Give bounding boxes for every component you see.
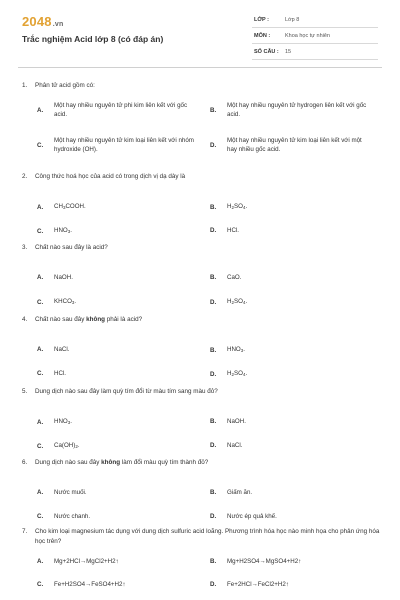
question-6 [22, 458, 382, 520]
formula-subscript: 4 [242, 205, 246, 210]
option-letter: C. [37, 442, 44, 450]
option-text: NaCl. [227, 442, 243, 449]
option-list [22, 259, 382, 305]
meta-row-subject [252, 28, 378, 44]
question-2 [22, 172, 382, 234]
option-a[interactable] [22, 273, 194, 282]
meta-value: Lớp 8 [285, 16, 300, 23]
formula-subscript: 3 [71, 300, 75, 305]
question-number: 2. [22, 173, 28, 180]
option-letter: A. [37, 346, 44, 353]
option-letter: D. [210, 141, 217, 149]
formula-subscript: 3 [240, 348, 244, 353]
question-text: Công thức hoá học của acid có trong dịch vị dạ dày là [35, 173, 186, 180]
option-letter: C. [37, 581, 44, 588]
question-7 [22, 527, 382, 599]
option-text [223, 345, 245, 355]
stem-part: làm đổi màu quỳ tím thành đỏ? [120, 459, 209, 466]
question-1 [22, 81, 382, 159]
formula-part: SO [233, 370, 243, 377]
option-d[interactable] [195, 512, 367, 521]
formula-part: H [227, 203, 232, 210]
question-stem [22, 387, 382, 397]
option-b[interactable] [195, 488, 367, 497]
option-list [22, 188, 382, 234]
option-text: CaO. [227, 274, 242, 281]
question-text [35, 316, 142, 323]
question-number: 3. [22, 244, 28, 251]
option-letter: D. [210, 442, 217, 449]
formula-part: . [74, 298, 77, 305]
option-c[interactable] [22, 369, 194, 378]
question-3 [22, 243, 382, 305]
option-letter: B. [210, 558, 217, 565]
formula-subscript: 4 [242, 300, 246, 305]
option-list [22, 403, 382, 449]
option-d[interactable] [195, 226, 367, 235]
option-a[interactable] [22, 557, 194, 566]
formula-part: H [227, 370, 232, 377]
option-text: Fe+H2SO4→FeSO4+H2↑ [54, 581, 126, 588]
option-text [50, 226, 72, 236]
question-number: 4. [22, 316, 28, 323]
option-text: NaOH. [54, 274, 73, 281]
option-c[interactable] [22, 580, 194, 589]
formula-subscript: 3 [67, 229, 71, 234]
question-text: Dung dịch nào sau đây làm quỳ tím đổi từ màu tím sang màu đỏ? [35, 388, 218, 395]
formula-subscript: 3 [62, 205, 66, 210]
option-list [22, 553, 382, 599]
option-text: HCl. [54, 370, 67, 377]
formula-subscript: 3 [67, 420, 71, 425]
option-text: NaOH. [227, 418, 246, 425]
option-letter: A. [37, 274, 44, 281]
formula-part: CH [54, 203, 63, 210]
option-letter: B. [210, 489, 217, 496]
option-letter: A. [37, 558, 44, 565]
question-stem [22, 458, 382, 468]
question-stem [22, 315, 382, 325]
option-d[interactable] [195, 136, 367, 154]
stem-part: Dung dịch nào sau đây [35, 459, 102, 466]
formula-subscript: 2 [231, 300, 234, 305]
option-text: Mg+2HCl→MgCl2+H2↑ [54, 558, 119, 565]
option-text: Một hay nhiều nguyên tử kim loại liên kết với một hay nhiều gốc acid. [227, 137, 362, 153]
formula-part: COOH. [65, 203, 86, 210]
option-letter: D. [210, 513, 217, 520]
option-letter: D. [210, 370, 217, 378]
option-text [50, 441, 80, 451]
option-b[interactable] [195, 202, 367, 212]
option-text: Nước ép quả khế. [227, 513, 277, 520]
option-letter: C. [37, 227, 44, 235]
site-logo[interactable] [22, 14, 63, 29]
stem-emphasis: không [86, 316, 106, 323]
question-number: 1. [22, 82, 28, 89]
meta-value: 15 [285, 48, 292, 55]
formula-subscript: 2 [231, 372, 234, 377]
option-letter: A. [37, 489, 44, 496]
formula-part: . [70, 418, 72, 425]
option-d[interactable] [195, 369, 367, 379]
option-text: NaCl. [54, 346, 70, 353]
option-letter: B. [210, 346, 217, 354]
question-number: 7. [22, 528, 28, 535]
formula-part: . [245, 370, 248, 377]
question-text: Chất nào sau đây là acid? [35, 244, 108, 251]
option-c[interactable] [22, 226, 194, 236]
option-c[interactable] [22, 297, 194, 307]
option-letter: D. [210, 227, 217, 234]
option-letter: A. [37, 106, 44, 114]
question-text [35, 459, 208, 466]
formula-part: . [77, 442, 80, 449]
option-b[interactable] [195, 557, 367, 566]
option-a[interactable] [22, 345, 194, 354]
option-d[interactable] [195, 441, 367, 450]
option-letter: C. [37, 298, 44, 306]
logo-suffix: .vn [52, 21, 64, 28]
option-letter: B. [210, 274, 217, 281]
logo-main: 2048 [22, 14, 52, 29]
option-a[interactable] [22, 417, 194, 427]
option-text: Giấm ăn. [227, 489, 253, 496]
formula-part: HNO [227, 346, 241, 353]
stem-emphasis: không [101, 459, 121, 466]
option-letter: C. [37, 141, 44, 149]
option-b[interactable] [195, 345, 367, 355]
option-c[interactable] [22, 441, 194, 451]
question-number: 5. [22, 388, 28, 395]
option-text: HCl. [227, 227, 240, 234]
formula-part: KHCO [54, 298, 72, 305]
option-text [50, 417, 72, 427]
formula-part: Ca(OH) [54, 442, 76, 449]
option-letter: B. [210, 418, 217, 425]
option-letter: C. [37, 513, 44, 520]
option-text [223, 297, 247, 307]
formula-part: HNO [54, 227, 68, 234]
option-text [223, 202, 247, 212]
formula-part: SO [233, 203, 243, 210]
option-a[interactable] [22, 202, 194, 212]
meta-table [252, 12, 378, 60]
option-b[interactable] [195, 101, 367, 119]
meta-label: MÔN : [254, 32, 271, 39]
option-a[interactable] [22, 488, 194, 497]
option-text [223, 369, 247, 379]
formula-subscript: 4 [242, 372, 246, 377]
option-text: Fe+2HCl→FeCl2+H2↑ [227, 581, 289, 588]
question-stem [22, 81, 382, 91]
document-header [0, 0, 400, 68]
meta-row-class [252, 12, 378, 28]
formula-part: . [243, 346, 245, 353]
meta-row-count [252, 44, 378, 60]
meta-value: Khoa học tự nhiên [285, 32, 330, 39]
question-text: Cho kim loại magnesium tác dụng với dung dịch sulfuric acid loãng. Phương trình hóa học nào minh họa cho phản ứng hóa học trên? [35, 528, 380, 545]
option-text: Nước muối. [54, 489, 87, 496]
option-c[interactable] [22, 512, 194, 521]
option-c[interactable] [22, 136, 194, 154]
question-4 [22, 315, 382, 377]
option-text: Một hay nhiều nguyên tử phi kim liên kết với gốc acid. [54, 102, 188, 118]
formula-subscript: 2 [231, 205, 234, 210]
option-letter: B. [210, 106, 217, 114]
question-stem [22, 172, 382, 182]
option-letter: C. [37, 370, 44, 377]
option-list [22, 331, 382, 377]
option-letter: A. [37, 203, 44, 211]
question-stem [22, 243, 382, 253]
document-title: Trắc nghiệm Acid lớp 8 (có đáp án) [22, 34, 164, 44]
header-divider [18, 67, 382, 68]
option-d[interactable] [195, 580, 367, 589]
option-b[interactable] [195, 273, 367, 282]
formula-part: H [227, 298, 232, 305]
stem-part: Chất nào sau đây [35, 316, 87, 323]
option-text [50, 297, 76, 307]
option-d[interactable] [195, 297, 367, 307]
question-text: Phân tử acid gồm có: [35, 82, 95, 89]
formula-subscript: 2 [75, 444, 78, 449]
option-list [22, 97, 382, 159]
option-text [50, 202, 86, 212]
formula-part: . [70, 227, 72, 234]
option-text: Một hay nhiều nguyên tử kim loại liên kết với nhóm hydroxide (OH). [54, 137, 194, 153]
question-5 [22, 387, 382, 449]
question-stem [22, 527, 382, 547]
option-text: Nước chanh. [54, 513, 91, 520]
option-a[interactable] [22, 101, 194, 119]
meta-label: SỐ CÂU : [254, 48, 279, 55]
option-text: Một hay nhiều nguyên tử hydrogen liên kết với gốc acid. [227, 102, 367, 118]
option-text: Mg+H2SO4→MgSO4+H2↑ [227, 558, 302, 565]
option-list [22, 474, 382, 520]
question-number: 6. [22, 459, 28, 466]
meta-label: LỚP : [254, 16, 269, 23]
formula-part: SO [233, 298, 243, 305]
option-letter: D. [210, 581, 217, 588]
formula-part: . [245, 203, 248, 210]
option-letter: A. [37, 418, 44, 426]
stem-part: phải là acid? [105, 316, 143, 323]
formula-part: HNO [54, 418, 68, 425]
option-letter: D. [210, 298, 217, 306]
formula-part: . [245, 298, 248, 305]
option-letter: B. [210, 203, 217, 211]
option-b[interactable] [195, 417, 367, 426]
